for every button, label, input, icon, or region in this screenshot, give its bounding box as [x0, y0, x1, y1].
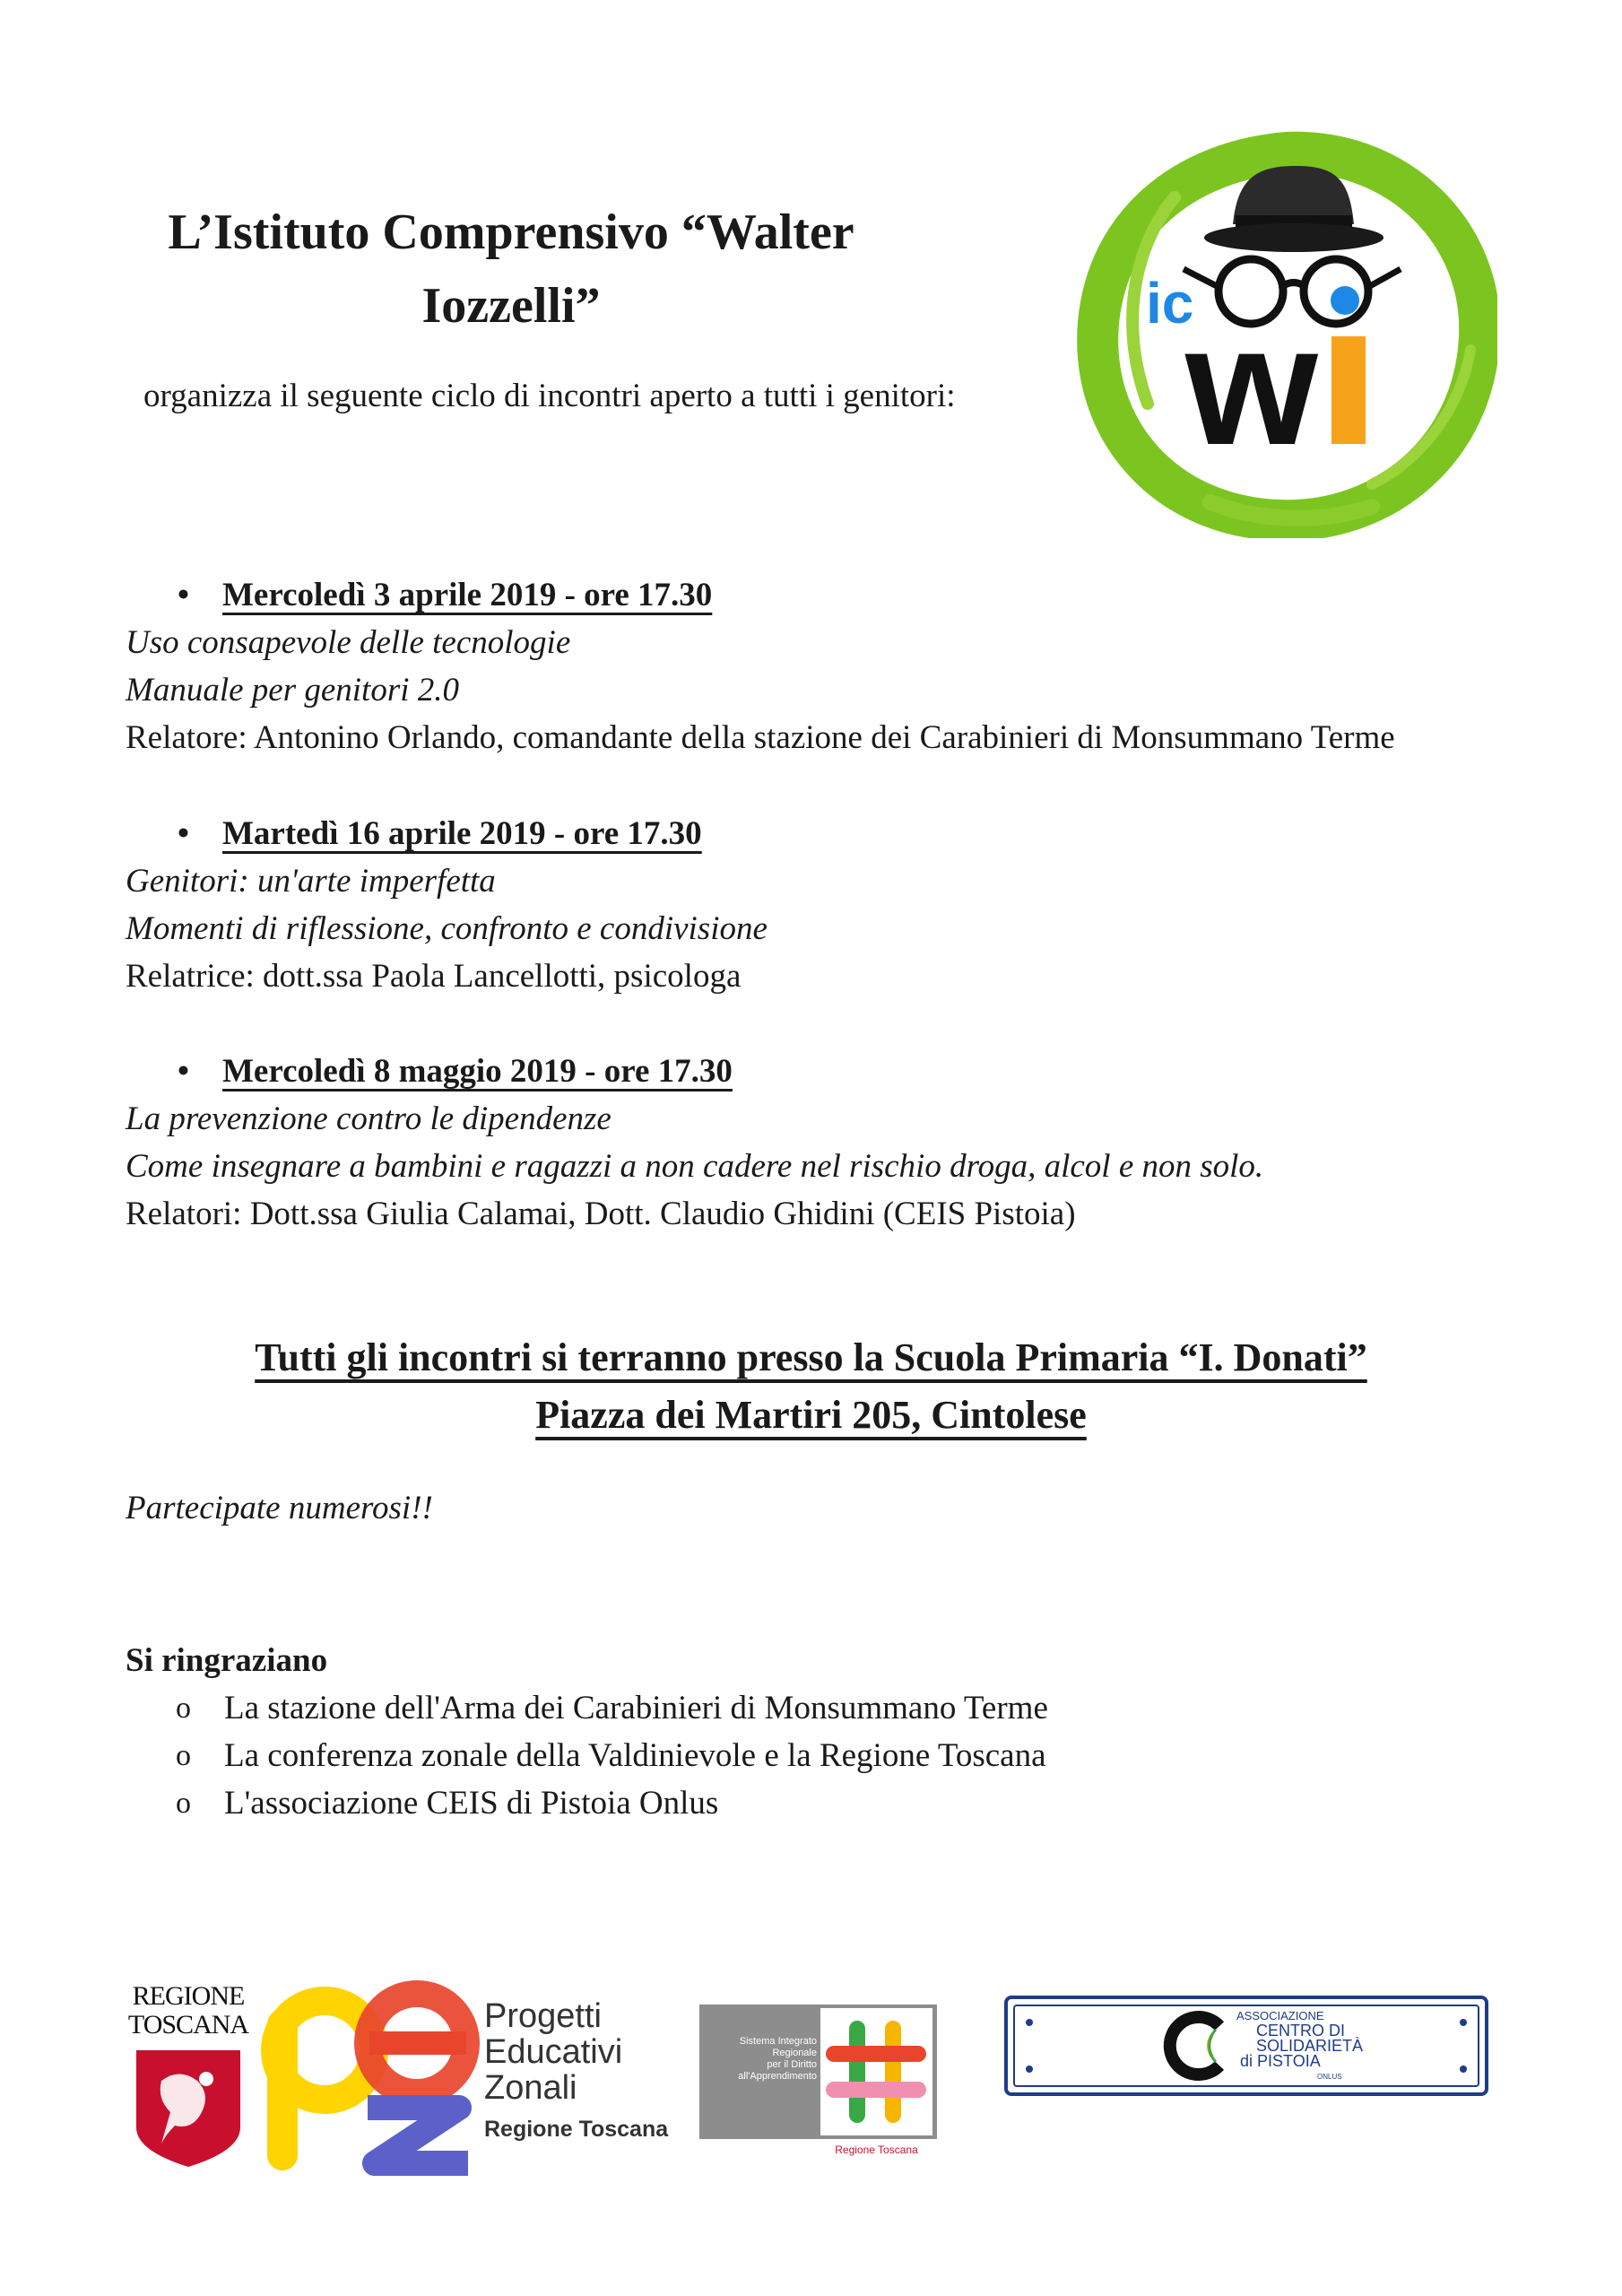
page-title [126, 196, 897, 343]
ceis-c-icon [1160, 2010, 1232, 2082]
venue-text-1: Tutti gli incontri si terranno presso la Scuola Primaria “I. Donati” [255, 1335, 1367, 1379]
sistema-integrato-logo [699, 2005, 937, 2161]
event-2 [126, 810, 768, 1000]
event-subtopic: Momenti di riflessione, confronto e condivisione [126, 910, 768, 947]
event-topic: Uso consapevole delle tecnologie [126, 624, 571, 661]
list-item-text: L'associazione CEIS di Pistoia Onlus [224, 1785, 719, 1822]
venue-line-1 [0, 1329, 1622, 1387]
event-topic: La prevenzione contro le dipendenze [126, 1100, 612, 1137]
hashtag-icon [820, 2008, 932, 2135]
ceis-line-5: ONLUS [1317, 2073, 1342, 2081]
sistema-line-1: Sistema Integrato [739, 2036, 817, 2047]
event-date: Mercoledì 3 aprile 2019 - ore 17.30 [222, 577, 713, 613]
subtitle: organizza il seguente ciclo di incontri aperto a tutti i genitori: [143, 378, 956, 414]
title-line-2: Iozzelli” [421, 278, 601, 334]
rivet-icon [1026, 2019, 1033, 2026]
list-item-text: La stazione dell'Arma dei Carabinieri di Monsummano Terme [224, 1690, 1048, 1726]
ceis-line-4: di PISTOIA [1240, 2052, 1321, 2070]
venue-line-2 [0, 1387, 1622, 1444]
rivet-icon [1026, 2066, 1033, 2073]
ceis-line-1: ASSOCIAZIONE [1236, 2009, 1324, 2022]
school-logo [1076, 126, 1497, 538]
sistema-line-4: all'Apprendimento [738, 2071, 817, 2082]
pez-line-1: Progetti [484, 1997, 602, 2035]
bullet: • [178, 815, 189, 852]
regione-line-2: TOSCANA [127, 2010, 249, 2039]
regione-shield-icon [126, 2045, 251, 2170]
event-date: Mercoledì 8 maggio 2019 - ore 17.30 [222, 1053, 733, 1090]
pez-mark-icon [260, 1973, 493, 2179]
thanks-list [126, 1684, 1048, 1827]
regione-line-1: REGIONE [132, 1981, 245, 2011]
logo-text-w: w [1185, 291, 1318, 481]
bullet: • [178, 577, 189, 613]
event-speaker: Relatrice: dott.ssa Paola Lancellotti, psicologa [126, 958, 742, 995]
ceis-line-2: CENTRO DI [1256, 2022, 1345, 2039]
list-item [126, 1684, 1048, 1732]
school-logo-graphic [1076, 126, 1497, 538]
event-3 [126, 1048, 1263, 1238]
bullet: • [178, 1053, 189, 1090]
thanks-section [126, 1637, 1048, 1827]
closing-text: Partecipate numerosi!! [126, 1490, 433, 1526]
event-subtopic: Manuale per genitori 2.0 [126, 672, 460, 709]
list-marker: o [176, 1692, 191, 1725]
thanks-title: Si ringraziano [126, 1642, 328, 1679]
pez-line-4: Regione Toscana [484, 2117, 669, 2142]
ceis-logo [1004, 1996, 1488, 2096]
sistema-line-2: Regionale [772, 2048, 817, 2058]
event-topic: Genitori: un'arte imperfetta [126, 863, 496, 900]
list-item-text: La conferenza zonale della Valdinievole e la Regione Toscana [224, 1737, 1046, 1774]
sistema-line-3: per il Diritto [767, 2059, 817, 2070]
regione-toscana-logo [126, 1982, 251, 2170]
rivet-icon [1460, 2066, 1467, 2073]
pez-line-2: Educativi [484, 2033, 623, 2071]
pez-logo [260, 1973, 690, 2179]
list-item [126, 1779, 1048, 1827]
ceis-line-3: SOLIDARIETÀ [1256, 2037, 1364, 2055]
event-date: Martedì 16 aprile 2019 - ore 17.30 [222, 815, 702, 852]
list-marker: o [176, 1739, 191, 1772]
venue-text-2: Piazza dei Martiri 205, Cintolese [535, 1393, 1087, 1437]
event-1 [126, 571, 1395, 761]
sistema-footer: Regione Toscana [835, 2144, 918, 2156]
title-line-1: L’Istituto Comprensivo “Walter [168, 204, 854, 260]
logo-text-ic: ic [1146, 271, 1194, 335]
rivet-icon [1460, 2019, 1467, 2026]
list-marker: o [176, 1787, 191, 1820]
event-subtopic: Come insegnare a bambini e ragazzi a non cadere nel rischio droga, alcol e non solo. [126, 1148, 1264, 1185]
list-item [126, 1732, 1048, 1779]
pez-line-3: Zonali [484, 2069, 577, 2107]
event-speaker: Relatori: Dott.ssa Giulia Calamai, Dott. Claudio Ghidini (CEIS Pistoia) [126, 1196, 1076, 1232]
event-speaker: Relatore: Antonino Orlando, comandante della stazione dei Carabinieri di Monsummano Terme [126, 719, 1395, 756]
